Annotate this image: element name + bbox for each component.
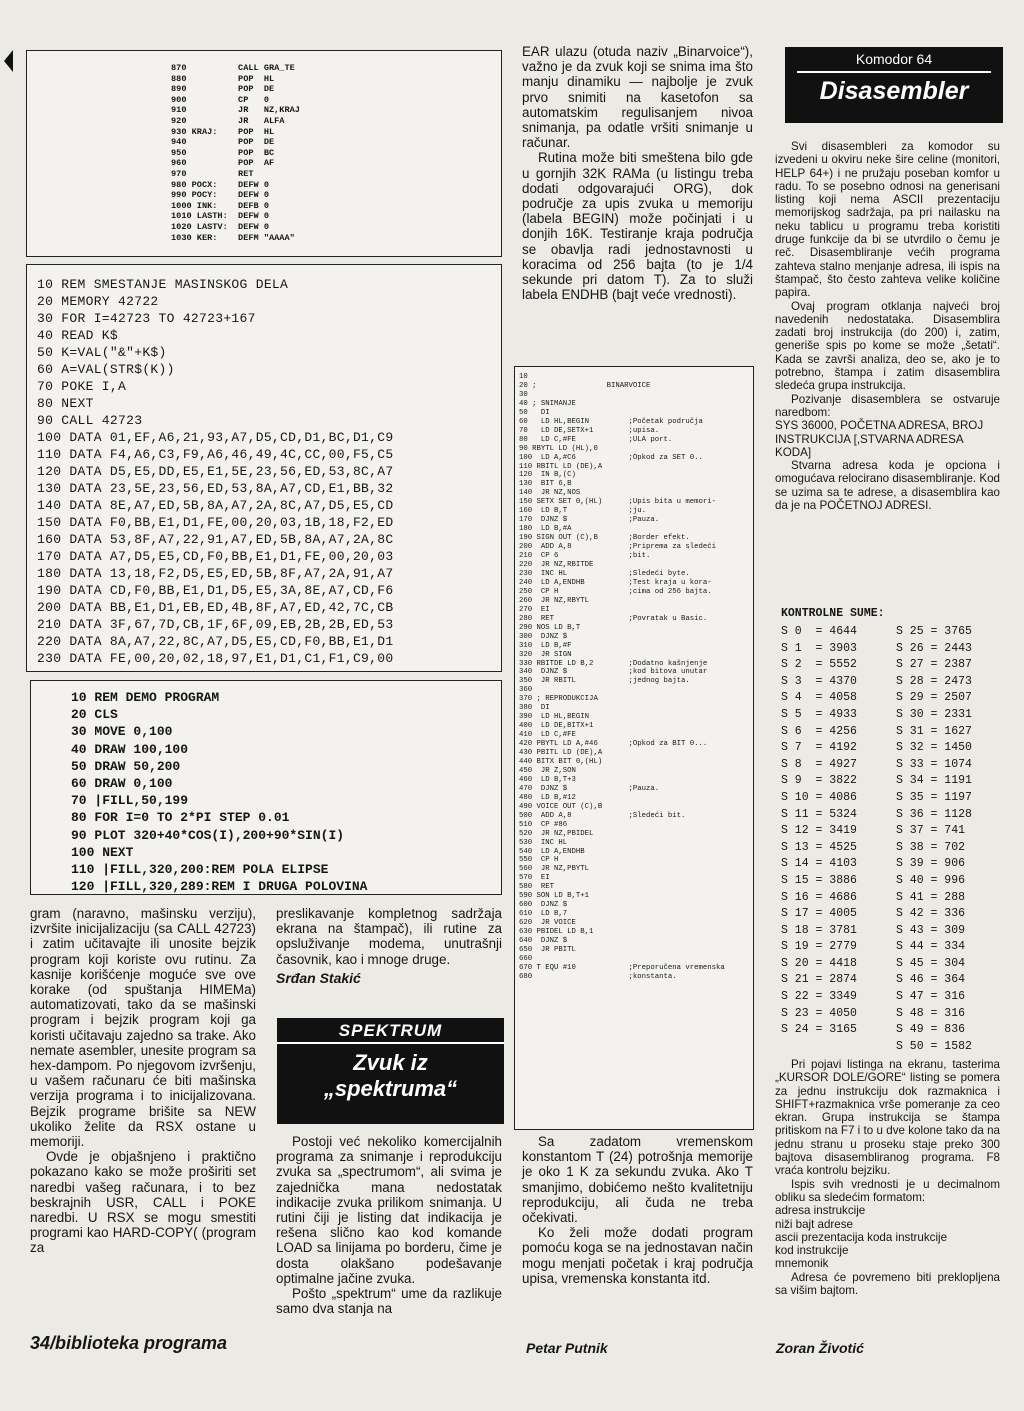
spektrum-title-line-2: „spektruma“	[323, 1076, 458, 1101]
col4-paragraph-2: Ovaj program otklanja najveći broj navedenih nedostataka. Disasemblira zadati broj instrukcija (do 200) i, zatim, generiše spis po kome se može „šetati“. Kada se završi analiza, deo se, ako je to potrebno, štampa i zatim disasemblira sledeća grupa instrukcija.	[775, 299, 1000, 393]
col4-text-bottom	[775, 1058, 1000, 1297]
page-label: 34/biblioteka programa	[30, 1333, 228, 1353]
spektrum-title-line-1: Zvuk iz	[353, 1050, 428, 1075]
spektrum-banner	[277, 1018, 504, 1124]
col4-paragraph-3: Pozivanje disasemblera se ostvaruje naredbom:	[775, 392, 1000, 419]
asm-listing-box	[26, 50, 502, 257]
komodor-kicker: Komodor 64	[855, 51, 933, 67]
col3-after-paragraph-2: Ko želi može dodati program pomoću koga se na jednostavan način mogu menjati početak i kraj područja upisa, vremenska konstanta itd.	[522, 1225, 753, 1286]
control-sums-left: S 0 = 4644 S 1 = 3903 S 2 = 5552 S 3 = 4370 S 4 = 4058 S 5 = 4933 S 6 = 4256 S 7 = 4192 S 8 = 4927 S 9 = 3822 S 10 = 4086 S 11 = 5324 S 12 = 3419 S 13 = 4525 S 14 = 4103 S 15 = 3886 S 16 = 4686 S 17 = 4005 S 18 = 3781 S 19 = 2779 S 20 = 4418 S 21 = 2874 S 22 = 3349 S 23 = 4050 S 24 = 3165	[781, 625, 857, 1037]
col3-text	[522, 44, 753, 302]
col3-after-paragraph-1: Sa zadatom vremenskom konstantom T (24) potrošnja memorije je oko 1 K za sekundu zvuka. Ako T smanjimo, dobićemo nešto kvalitetniju reprodukciju, ali čuda ne treba očekivati.	[522, 1134, 753, 1226]
col1-text	[30, 906, 256, 1256]
col1-paragraph: gram (naravno, mašinsku verziju), izvršite inicijalizaciju (sa CALL 42723) i zatim učitavajte ili unosite bejzik program koji koriste ovu rutinu. Za kasnije korišćenje moguće sve ove korake (od spuštanja HIMEMa) automatizovati, tako da se mašinski program i bejzik program koji ga koristi učitavaju zajedno sa trake. Ako nemate asembler, unesite program sa hex-dampom. Po njegovom izvršenju, u vašem računaru će biti mašinska verzija programa i to inicijalizovana. Bejzik programe brišite sa NEW ukoliko želite da RSX ostane u memoriji.	[30, 906, 256, 1150]
author-stakic: Srđan Stakić	[276, 970, 361, 986]
z80-listing-box	[514, 366, 754, 1130]
col4-paragraph-4: Stvarna adresa koda je opciona i omogućava relocirano disasembliranje. Kod se uzima sa te adrese, a disasemblira kao da je na POČETNOJ ADRESI.	[775, 459, 1000, 513]
spektrum-paragraph-2: Pošto „spektrum“ ume da razlikuje samo dva stanja na	[276, 1286, 502, 1317]
col2-text	[276, 906, 502, 967]
komodor-banner	[785, 47, 1003, 123]
control-sums-right: S 25 = 3765 S 26 = 2443 S 27 = 2387 S 28 = 2473 S 29 = 2507 S 30 = 2331 S 31 = 1627 S 32 = 1450 S 33 = 1074 S 34 = 1191 S 35 = 1197 S 36 = 1128 S 37 = 741 S 38 = 702 S 39 = 906 S 40 = 996 S 41 = 288 S 42 = 336 S 43 = 309 S 44 = 334 S 45 = 304 S 46 = 364 S 47 = 316 S 48 = 316 S 49 = 836 S 50 = 1582	[896, 625, 972, 1053]
col4-paragraph-1: Svi disasembleri za komodor su izvedeni u okviru neke šire celine (monitori, HELP 64+) i ne pružaju poseban komfor u radu. To se posebno odnosi na generisani listing koji nema ASCII prezentaciju memorijskog sadržaja, pa pri nailasku na neku tablicu u programu treba koristiti druge funkcije da bi se utvrdilo o čemu je reč. Disasembliranje većih programa zahteva stalno menjanje adresa, ili ispis na štampač, što često zahteva velike količine papira.	[775, 140, 1000, 300]
col3-after-text	[522, 1134, 753, 1286]
col4-command: SYS 36000, POČETNA ADRESA, BROJ INSTRUKCIJA [,STVARNA ADRESA KODA]	[775, 419, 984, 459]
asm-listing-top: 870 CALL GRA_TE 880 POP HL 890 POP DE 900 CP 0 910 JR NZ,KRAJ 920 JR ALFA 930 KRAJ: POP HL 940 POP DE 950 POP BC 960 POP AF 970 RET 980 POCX: DEFW 0 990 POCY: DEFW 0 1000 INK: DEFB 0 1010 LASTH: DEFW 0 1020 LASTV: DEFW 0 1030 KER: DEFM "AAAA"	[171, 63, 300, 243]
spektrum-paragraph-1: Postoji već nekoliko komercijalnih programa za snimanje i reprodukciju zvuka sa „spectrumom“, ali svima je zajednička mana nedostatak indikacije zvuka prilikom snimanja. U rutini čiji je listing dat indikacija je rešena slično kao kod komande LOAD sa linijama po borderu, čime je dosta olakšano podešavanje optimalne jačine zvuka.	[276, 1134, 502, 1286]
author-putnik: Petar Putnik	[526, 1340, 608, 1356]
col4-text	[775, 140, 1000, 512]
page-edge-arrow-icon	[4, 50, 13, 72]
col4-format-list: adresa instrukcije niži bajt adrese ascii prezentacija koda instrukcije kod instrukcije mnemonik	[775, 1204, 948, 1271]
col3-paragraph-2: Rutina može biti smeštena bilo gde u gornjih 32K RAMa (u listingu treba dodati odgovarajući ORG), dok područje za upis zvuka u memoriju (labela BEGIN) može počinjati i u donjih 16K. Testiranje kraja područja se obavlja radi jednostavnosti u koracima od 256 bajta (to je 1/4 sekunde pri datom T). Za to služi labela ENDHB (bajt veće vrednosti).	[522, 150, 753, 303]
komodor-banner-rule	[797, 71, 991, 73]
basic-demo-listing: 10 REM DEMO PROGRAM 20 CLS 30 MOVE 0,100 40 DRAW 100,100 50 DRAW 50,200 60 DRAW 0,100 70 |FILL,50,199 80 FOR I=0 TO 2*PI STEP 0.01 90 PLOT 320+40*COS(I),200+90*SIN(I) 100 NEXT 110 |FILL,320,200:REM POLA ELIPSE 120 |FILL,320,289:REM I DRUGA POLOVINA	[71, 690, 368, 895]
col4-paragraph-5: Pri pojavi listinga na ekranu, tasterima „KURSOR DOLE/GORE“ listing se pomera za jednu instrukciju dok razmaknica i SHIFT+razmaknica vrše pomeranje za ceo ekran. Grupa instrukcija se štampa pritiskom na F7 i to u dve kolone tako da na jednu stranu u proseku staje preko 300 bajtova disasembliranog programa. F8 vraća kontrolu bejziku.	[775, 1058, 1000, 1178]
col2-paragraph: preslikavanje kompletnog sadržaja ekrana na štampač), ili rutine za opsluživanje modema, unutrašnji časovnik, kao i mnoge druge.	[276, 906, 502, 967]
z80-listing: 10 20 ; BINARVOICE 30 40 ; SNIMANJE 50 DI 60 LD HL,BEGIN ;Početak područja 70 LD DE,SETX+1 ;upisa. 80 LD C,#FE ;ULA port. 90 RBYTL LD (HL),0 100 LD A,#C6 ;Opkod za SET 0.. 110 RBITL LD (DE),A 120 IN B,(C) 130 BIT 6,B 140 JR NZ,NOS 150 SETX SET 0,(HL) ;Upis bita u memori- 160 LD B,T ;ju. 170 DJNZ $ ;Pauza. 180 LD B,#A 190 SIGN OUT (C),B ;Border efekt. 200 ADD A,8 ;Priprema za sledeći 210 CP 6 ;bit. 220 JR NZ,RBITDE 230 INC HL ;Sledeći byte. 240 LD A,ENDHB ;Test kraja u kora- 250 CP H ;cima od 256 bajta. 260 JR NZ,RBYTL 270 EI 280 RET ;Povratak u Basic. 290 NOS LD B,T 300 DJNZ $ 310 LD B,#F 320 JR SIGN 330 RBITDE LD B,2 ;Dodatno kašnjenje 340 DJNZ $ ;kod bitova unutar 350 JR RBITL ;jednog bajta. 360 370 ; REPRODUKCIJA 380 DI 390 LD HL,BEGIN 400 LD DE,BITX+1 410 LD C,#FE 420 PBYTL LD A,#46 ;Opkod za BIT 0... 430 PBITL LD (DE),A 440 BITX BIT 0,(HL) 450 JR Z,SON 460 LD B,T+3 470 DJNZ $ ;Pauza. 480 LD B,#12 490 VOICE OUT (C),B 500 ADD A,8 ;Sledeći bit. 510 CP #86 520 JR NZ,PBIDEL 530 INC HL 540 LD A,ENDHB 550 CP H 560 JR NZ,PBYTL 570 EI 580 RET 590 SON LD B,T+1 600 DJNZ $ 610 LD B,7 620 JR VOICE 630 PBIDEL LD B,1 640 DJNZ $ 650 JR PBITL 660 670 T EQU #10 ;Preporučena vremenska 680 ;konstanta.	[519, 373, 725, 981]
col4-paragraph-6: Ispis svih vrednosti je u decimalnom obliku sa sledećim formatom:	[775, 1177, 1000, 1204]
col1-paragraph-2: Ovde je objašnjeno i praktično pokazano kako se može proširiti set naredbi vašeg računara, i to bez beskrajnih USR, CALL i POKE naredbi. U RSX se mogu smestiti programi kao HARD-COPY( (program za	[30, 1149, 256, 1256]
control-sums-title: KONTROLNE SUME:	[781, 607, 885, 620]
author-zivotic: Zoran Životić	[776, 1340, 864, 1356]
col4-paragraph-7: Adresa će povremeno biti preklopljena sa višim bajtom.	[775, 1270, 1000, 1298]
komodor-title: Disasembler	[819, 76, 969, 105]
spektrum-kicker: SPEKTRUM	[338, 1021, 443, 1040]
basic-loader-box	[26, 264, 502, 672]
spektrum-text	[276, 1134, 502, 1316]
col3-paragraph-1: EAR ulazu (otuda naziv „Binarvoice“), važno je da zvuk koji se snima ima što manju dinamiku — najbolje je zvuk prvo snimiti na kasetofon sa automatskim regulisanjem nivoa snimanja, pa odatle vršiti snimanje u računar.	[522, 44, 753, 151]
basic-demo-box	[30, 680, 502, 895]
basic-loader-listing: 10 REM SMESTANJE MASINSKOG DELA 20 MEMORY 42722 30 FOR I=42723 TO 42723+167 40 READ K$ 50 K=VAL("&"+K$) 60 A=VAL(STR$(K)) 70 POKE I,A 80 NEXT 90 CALL 42723 100 DATA 01,EF,A6,21,93,A7,D5,CD,D1,BC,D1,C9 110 DATA F4,A6,C3,F9,A6,46,49,4C,CC,00,F5,C5 120 DATA D5,E5,DD,E5,E1,5E,23,56,ED,53,8C,A7 130 DATA 23,5E,23,56,ED,53,8A,A7,CD,E1,BB,32 140 DATA 8E,A7,ED,5B,8A,A7,2A,8C,A7,D5,E5,CD 150 DATA F0,BB,E1,D1,FE,00,20,03,1B,18,F2,ED 160 DATA 53,8F,A7,22,91,A7,ED,5B,8A,A7,2A,8C 170 DATA A7,D5,E5,CD,F0,BB,E1,D1,FE,00,20,03 180 DATA 13,18,F2,D5,E5,ED,5B,8F,A7,2A,91,A7 190 DATA CD,F0,BB,E1,D1,D5,E5,3A,8E,A7,CD,F6 200 DATA BB,E1,D1,EB,ED,4B,8F,A7,ED,42,7C,CB 210 DATA 3F,67,7D,CB,1F,6F,09,EB,2B,2B,ED,53 220 DATA 8A,A7,22,8C,A7,D5,E5,CD,F0,BB,E1,D1 230 DATA FE,00,20,02,18,97,E1,D1,C1,F1,C9,00	[37, 277, 394, 666]
banner-rule	[277, 1042, 504, 1044]
